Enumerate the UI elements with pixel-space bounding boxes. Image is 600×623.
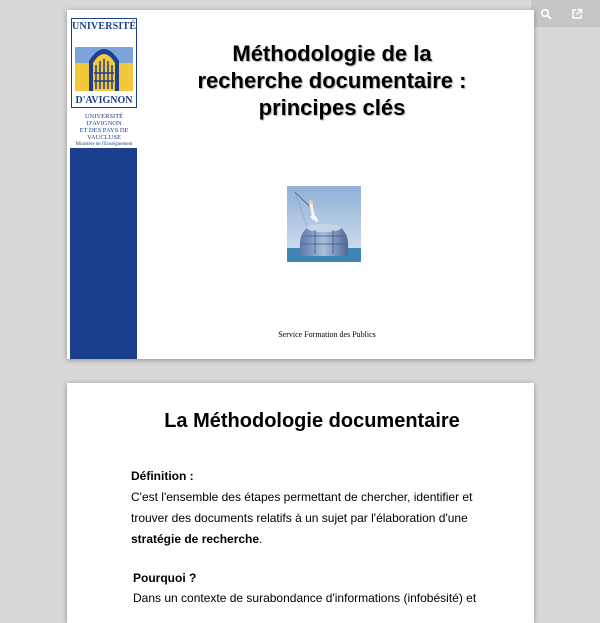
zoom-button[interactable] [531, 0, 561, 27]
logo-top-text: UNIVERSITÉ [72, 21, 137, 32]
logo-bottom-text: D'AVIGNON [75, 95, 133, 106]
university-side-band [67, 10, 137, 359]
university-caption-line3: Ministère de l'Enseignement [75, 142, 133, 147]
definition-heading: Définition : [131, 469, 194, 483]
slide-1-footer: Service Formation des Publics [278, 330, 376, 339]
slide-1 [67, 10, 534, 359]
open-external-icon [571, 8, 583, 20]
slide-1-title-line2: recherche documentaire : [197, 68, 467, 93]
university-caption-line1: UNIVERSITÉ D'AVIGNON [84, 113, 124, 127]
open-external-button[interactable] [562, 0, 592, 27]
magnifier-icon [540, 8, 552, 20]
slide-1-title-line3: principes clés [258, 95, 406, 120]
definition-bold: stratégie de recherche [131, 532, 260, 546]
definition-paragraph [131, 487, 481, 550]
pourquoi-heading: Pourquoi ? [133, 571, 197, 585]
university-caption-line2: ET DES PAYS DE VAUCLUSE [79, 127, 129, 141]
slide-2 [67, 383, 534, 623]
pourquoi-text: Dans un contexte de surabondance d'informations (infobésité) et [133, 591, 477, 605]
definition-text: C'est l'ensemble des étapes permettant de chercher, identifier et trouver des documents relatifs à un sujet par l'élaboration d'une [131, 490, 473, 525]
blue-sidebar-bar [70, 148, 137, 359]
definition-end: . [259, 532, 263, 546]
viewer-toolbar [531, 0, 600, 27]
palace-door-icon [75, 33, 133, 91]
university-logo [71, 18, 137, 108]
slide-1-title [167, 40, 497, 121]
fishing-illustration [287, 186, 361, 262]
slide-1-title-line1: Méthodologie de la [232, 41, 432, 66]
slide-2-title: La Méthodologie documentaire [164, 410, 460, 432]
